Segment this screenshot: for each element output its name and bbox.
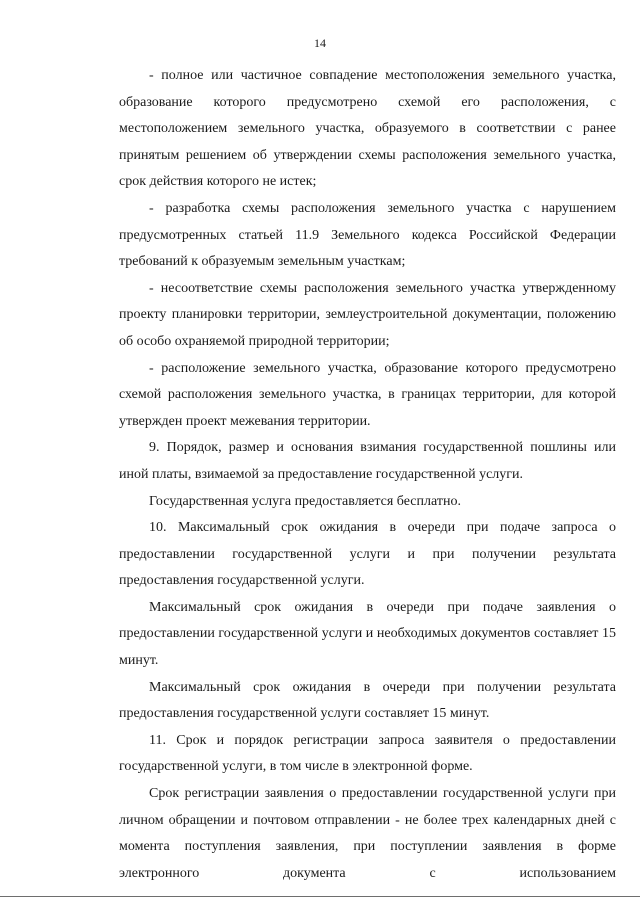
paragraph-section-9-fee: 9. Порядок, размер и основания взимания государственной пошлины или иной платы, взимаемой за предоставление государственной услуги.	[119, 440, 616, 482]
paragraph-surveying-project-territory: - расположение земельного участка, образование которого предусмотрено схемой расположения земельного участка, в границах территории, для которой утвержден проект межевания территории.	[119, 360, 616, 429]
document-body	[119, 63, 616, 887]
page-bottom-edge	[0, 896, 640, 897]
paragraph-scheme-violation: - разработка схемы расположения земельного участка с нарушением предусмотренных статьей 11.9 Земельного кодекса Российской Федерации требований к образуемым земельным участкам;	[119, 200, 616, 270]
paragraph-free-of-charge: Государственная услуга предоставляется бесплатно.	[149, 493, 461, 509]
paragraph-waiting-result: Максимальный срок ожидания в очереди при получении результата предоставления государственной услуги составляет 15 минут.	[119, 679, 616, 722]
paragraph-registration-term: Срок регистрации заявления о предоставлении государственной услуги при личном обращении и почтовом отправлении - не более трех календарных дней с момента поступления заявления, при поступлении заявления в форме электронного документа с использованием	[119, 786, 616, 881]
paragraph-location-coincidence: - полное или частичное совпадение местоположения земельного участка, образование которого предусмотрено схемой его расположения, с местоположением земельного участка, образуемого в соответствии с ранее принятым решением об утверждении схемы расположения земельного участка, срок действия которого не истек;	[119, 68, 616, 190]
paragraph-planning-mismatch: - несоответствие схемы расположения земельного участка утвержденному проекту планировки территории, землеустроительной документации, положению об особо охраняемой природной территории;	[119, 280, 616, 349]
paragraph-section-11-registration: 11. Срок и порядок регистрации запроса заявителя о предоставлении государственной услуги, в том числе в электронной форме.	[119, 732, 616, 775]
paragraph-waiting-submission: Максимальный срок ожидания в очереди при подаче заявления о предоставлении государственной услуги и необходимых документов составляет 15 минут.	[119, 599, 616, 669]
paragraph-section-10-waiting-time: 10. Максимальный срок ожидания в очереди при подаче запроса о предоставлении государственной услуги и при получении результата предоставления государственной услуги.	[119, 520, 616, 589]
page-number: 14	[314, 36, 326, 50]
